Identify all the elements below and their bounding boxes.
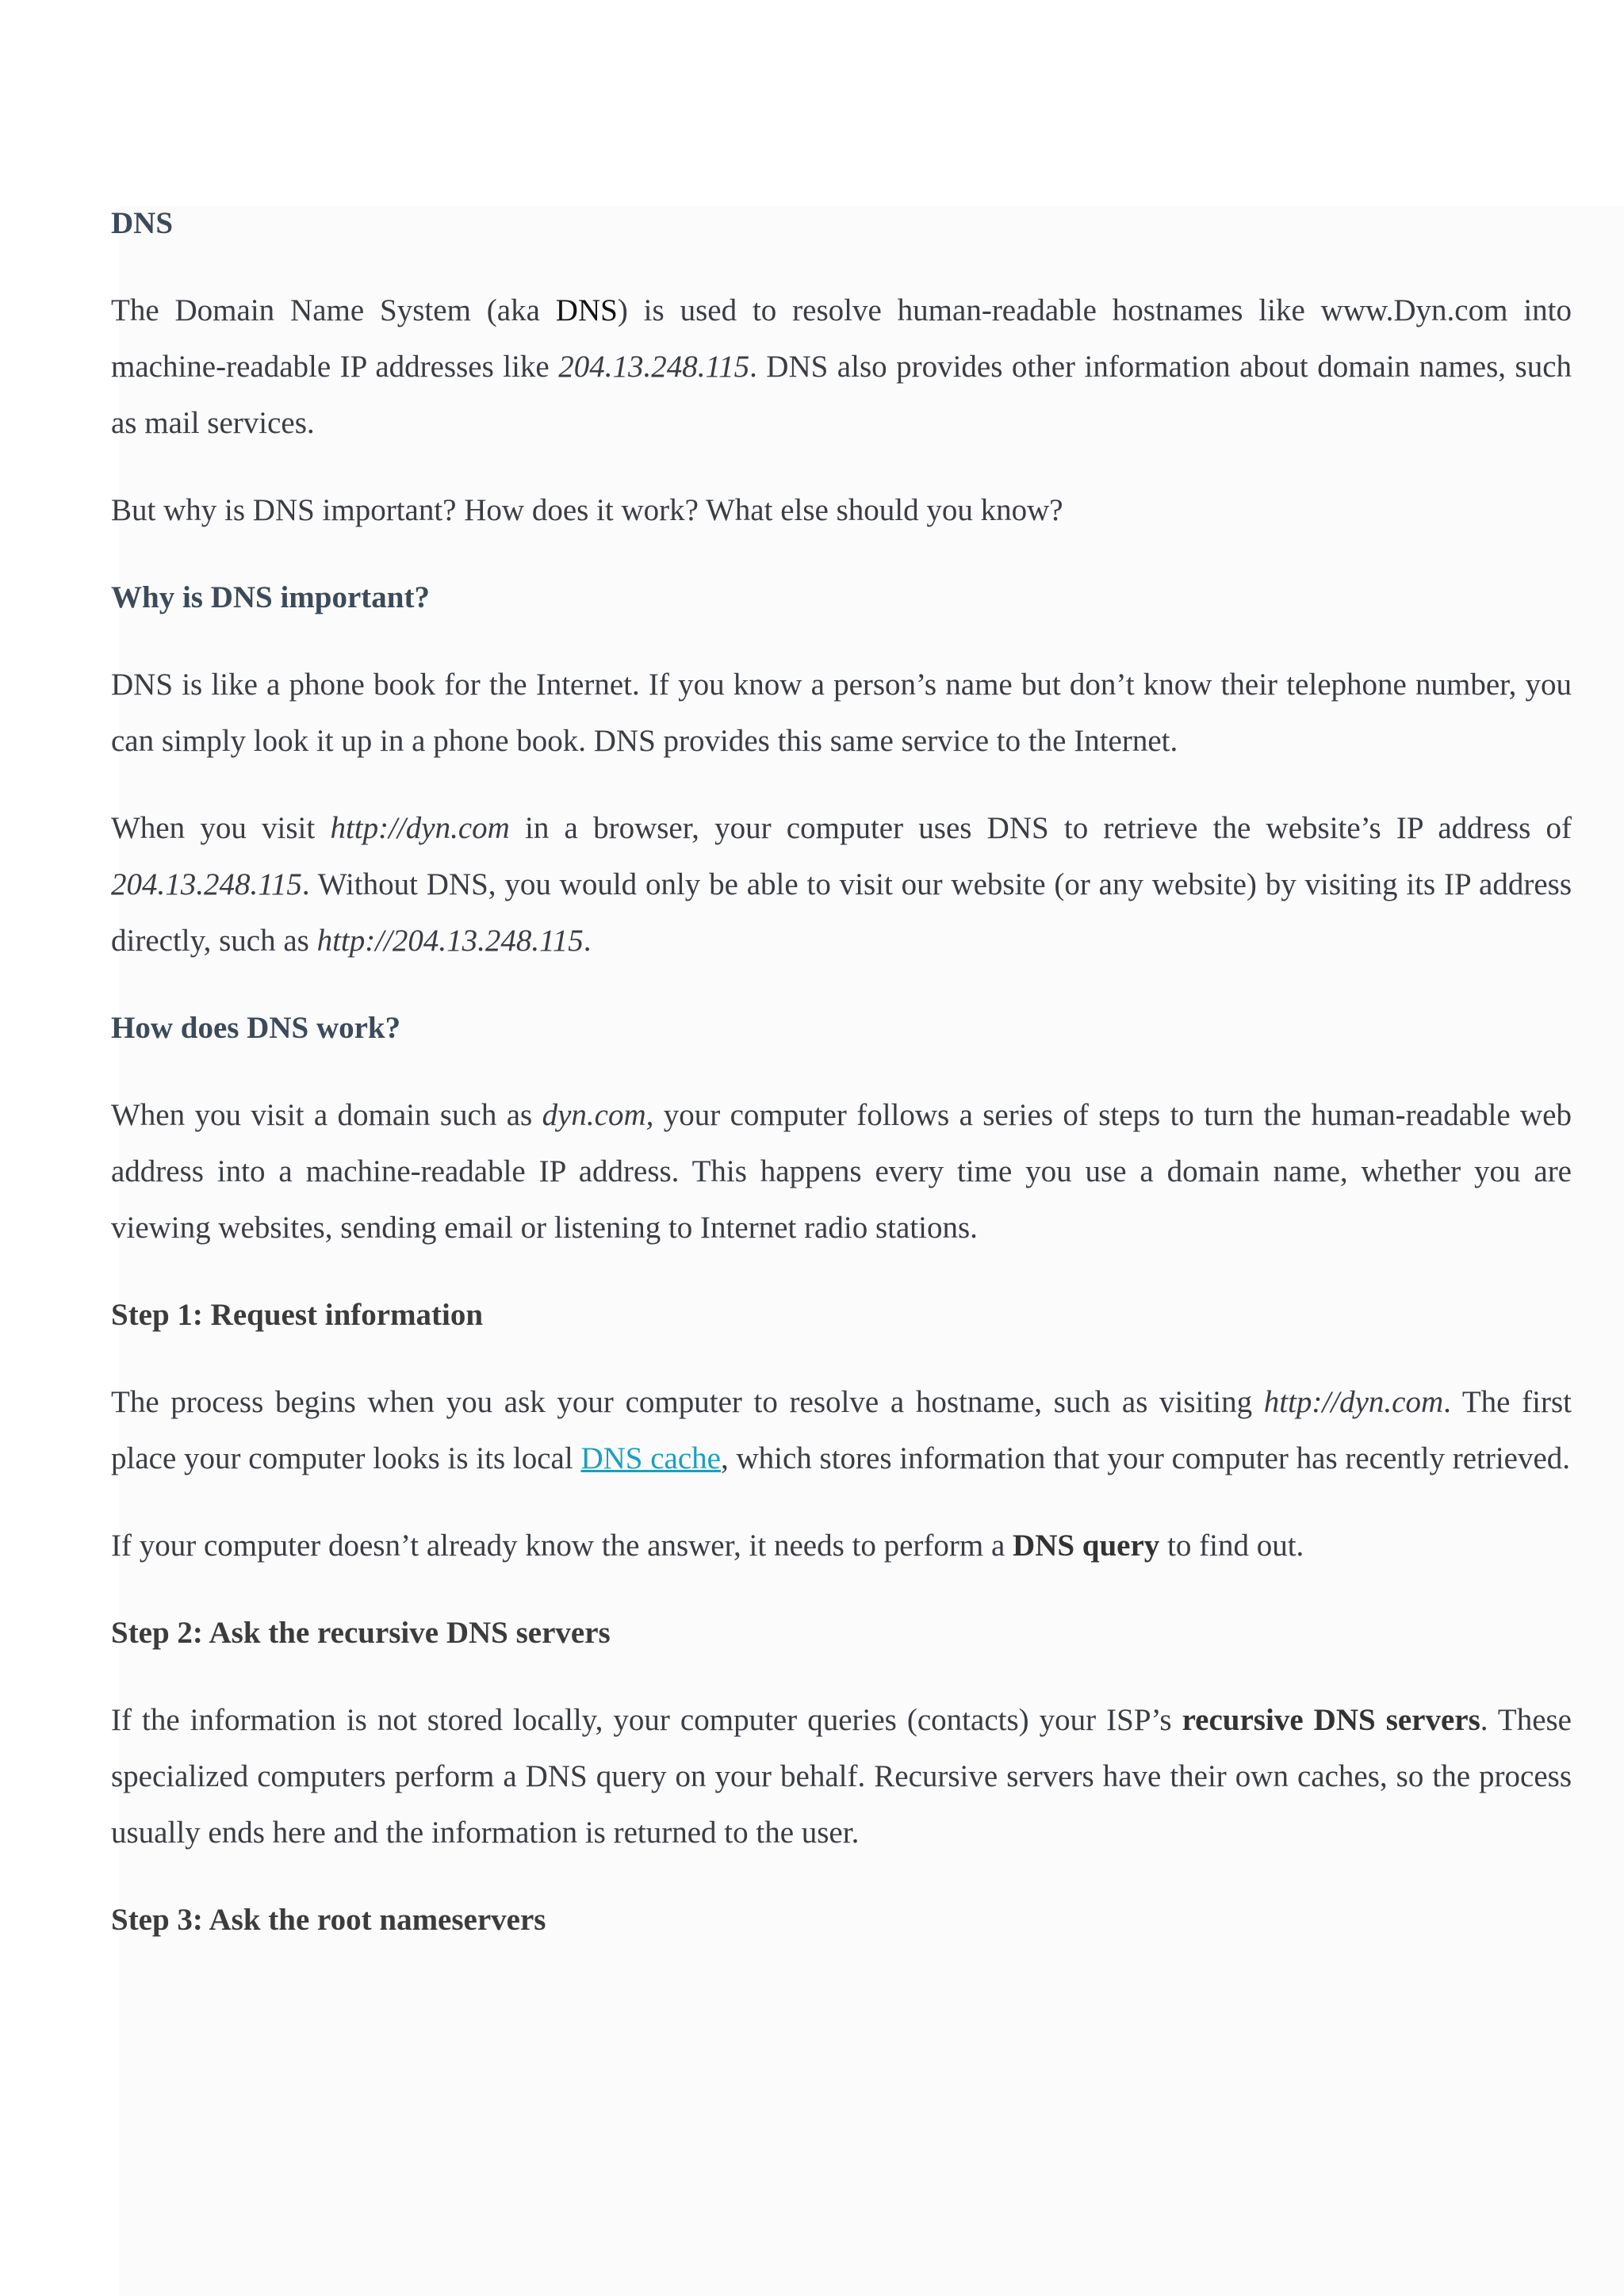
step1-text-2: . The first place your computer looks is its local xyxy=(111,1385,1572,1475)
step2-paragraph xyxy=(111,1692,1572,1861)
step3-heading: Step 3: Ask the root nameservers xyxy=(111,1903,546,1937)
dns-query-term: DNS query xyxy=(1013,1529,1160,1563)
step2-text-2: . These specialized computers perform a DNS query on your behalf. Recursive servers have their own caches, so the process usually ends here and the information is returned to the user. xyxy=(111,1703,1572,1850)
why-paragraph-2 xyxy=(111,800,1572,969)
how-paragraph xyxy=(111,1087,1572,1256)
why-url-ip: http://204.13.248.115 xyxy=(316,924,584,958)
questions-paragraph: But why is DNS important? How does it work? What else should you know? xyxy=(111,493,1063,527)
step1-heading: Step 1: Request information xyxy=(111,1298,484,1332)
why-heading: Why is DNS important? xyxy=(111,580,430,614)
why-text-4: . xyxy=(583,924,592,958)
how-text-1: When you visit a domain such as xyxy=(111,1098,542,1132)
intro-ip-address: 204.13.248.115 xyxy=(558,350,750,384)
intro-text-2: ) is used to resolve human-readable hostnames like www.Dyn.com into machine-readable IP addresses like xyxy=(111,293,1572,384)
step1-text-5: to find out. xyxy=(1159,1529,1304,1563)
step1-text-1: The process begins when you ask your computer to resolve a hostname, such as visiting xyxy=(111,1385,1264,1419)
step1-text-3: , which stores information that your computer has recently retrieved. xyxy=(720,1441,1571,1475)
step2-text-1: If the information is not stored locally, your computer queries (contacts) your ISP’s xyxy=(111,1703,1182,1737)
why-paragraph-1: DNS is like a phone book for the Internet. If you know a person’s name but don’t know their telephone number, you can simply look it up in a phone book. DNS provides this same service to the Internet. xyxy=(111,668,1572,758)
how-domain: dyn.com, xyxy=(542,1098,654,1132)
step1-url: http://dyn.com xyxy=(1263,1385,1444,1419)
intro-paragraph xyxy=(111,282,1572,451)
dns-term: DNS xyxy=(555,293,618,327)
step2-heading: Step 2: Ask the recursive DNS servers xyxy=(111,1616,611,1650)
recursive-dns-term: recursive DNS servers xyxy=(1182,1703,1480,1737)
intro-text-1: The Domain Name System (aka xyxy=(111,293,556,327)
document-title: DNS xyxy=(111,206,174,240)
step1-paragraph-1 xyxy=(111,1374,1572,1487)
why-url-dyn: http://dyn.com xyxy=(330,811,510,845)
step1-paragraph-2 xyxy=(111,1517,1572,1574)
why-text-1: When you visit xyxy=(111,811,331,845)
document-page xyxy=(111,195,1572,1979)
step1-text-4: If your computer doesn’t already know the answer, it needs to perform a xyxy=(111,1529,1013,1563)
why-text-2: in a browser, your computer uses DNS to retrieve the website’s IP address of xyxy=(509,811,1572,845)
how-text-2: your computer follows a series of steps to turn the human-readable web address into a machine-readable IP address. This happens every time you use a domain name, whether you are viewing websites, sending email or listening to Internet radio stations. xyxy=(111,1098,1572,1245)
how-heading: How does DNS work? xyxy=(111,1011,401,1045)
why-ip-address: 204.13.248.115 xyxy=(111,867,302,901)
intro-text-3: . DNS also provides other information about domain names, such as mail services. xyxy=(111,350,1572,440)
why-text-3: . Without DNS, you would only be able to visit our website (or any website) by visiting its IP address directly, such as xyxy=(111,867,1572,958)
dns-cache-link[interactable]: DNS cache xyxy=(580,1441,721,1475)
